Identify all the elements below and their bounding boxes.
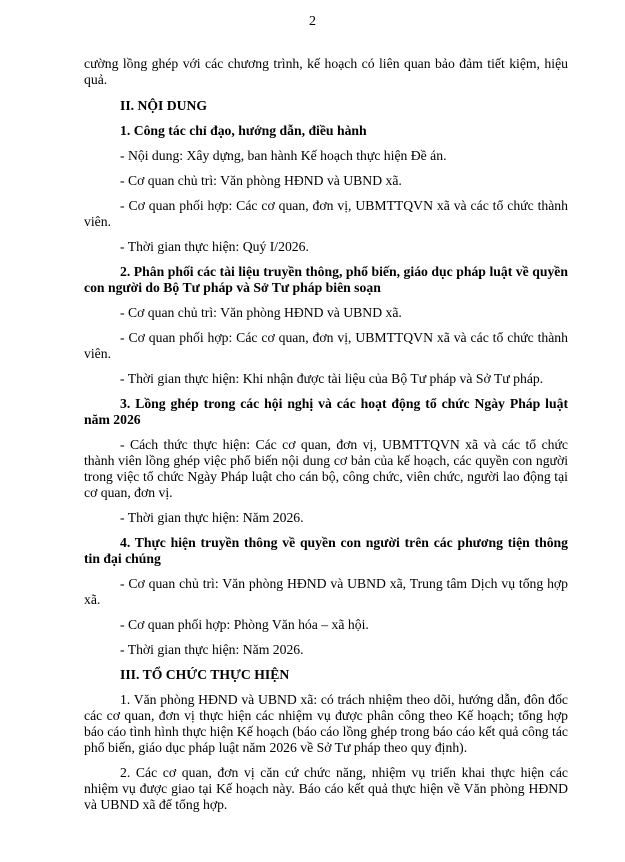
item-1-line: - Cơ quan phối hợp: Các cơ quan, đơn vị, UBMTTQVN xã và các tổ chức thành viên. bbox=[84, 198, 568, 229]
item-3-line: - Thời gian thực hiện: Năm 2026. bbox=[120, 510, 304, 525]
intro-paragraph-tail: cường lồng ghép với các chương trình, kế hoạch có liên quan bảo đảm tiết kiệm, hiệu quả. bbox=[84, 56, 568, 87]
document-body bbox=[84, 56, 568, 822]
item-2-title: 2. Phân phối các tài liệu truyền thông, phổ biến, giáo dục pháp luật về quyền con người do Bộ Tư pháp và Sở Tư pháp biên soạn bbox=[84, 264, 568, 295]
item-4-line: - Thời gian thực hiện: Năm 2026. bbox=[120, 642, 304, 657]
item-2-line: - Cơ quan chủ trì: Văn phòng HĐND và UBND xã. bbox=[120, 305, 402, 320]
item-1-line: - Nội dung: Xây dựng, ban hành Kế hoạch thực hiện Đề án. bbox=[120, 148, 447, 163]
item-1-title: 1. Công tác chỉ đạo, hướng dẫn, điều hành bbox=[120, 123, 367, 138]
implementation-paragraph: 1. Văn phòng HĐND và UBND xã: có trách nhiệm theo dõi, hướng dẫn, đôn đốc các cơ quan, đơn vị thực hiện các nhiệm vụ được phân công theo Kế hoạch; tổng hợp báo cáo tình hình thực hiện Kế hoạch (báo cáo lồng ghép trong báo cáo kết quả công tác phổ biến, giáo dục pháp luật năm 2026 về Sở Tư pháp theo quy định). bbox=[84, 692, 568, 755]
page-number: 2 bbox=[309, 14, 316, 29]
item-4-line: - Cơ quan phối hợp: Phòng Văn hóa – xã hội. bbox=[120, 617, 369, 632]
section-heading-noi-dung: II. NỘI DUNG bbox=[120, 98, 208, 113]
item-2-line: - Cơ quan phối hợp: Các cơ quan, đơn vị, UBMTTQVN xã và các tổ chức thành viên. bbox=[84, 330, 568, 361]
item-3-title: 3. Lồng ghép trong các hội nghị và các hoạt động tổ chức Ngày Pháp luật năm 2026 bbox=[84, 396, 568, 427]
item-3-line: - Cách thức thực hiện: Các cơ quan, đơn vị, UBMTTQVN xã và các tổ chức thành viên lồng ghép việc phổ biến nội dung cơ bản của kế hoạch, các quyền con người trong việc tổ chức Ngày Pháp luật cho cán bộ, công chức, viên chức, người lao động tại cơ quan, đơn vị. bbox=[84, 437, 568, 500]
item-4-line: - Cơ quan chủ trì: Văn phòng HĐND và UBND xã, Trung tâm Dịch vụ tổng hợp xã. bbox=[84, 576, 568, 607]
section-heading-to-chuc-thuc-hien: III. TỔ CHỨC THỰC HIỆN bbox=[120, 667, 290, 682]
item-1-line: - Cơ quan chủ trì: Văn phòng HĐND và UBND xã. bbox=[120, 173, 402, 188]
implementation-paragraph: 2. Các cơ quan, đơn vị căn cứ chức năng, nhiệm vụ triển khai thực hiện các nhiệm vụ được giao tại Kế hoạch này. Báo cáo kết quả thực hiện về Văn phòng HĐND và UBND xã để tổng hợp. bbox=[84, 765, 568, 812]
item-4-title: 4. Thực hiện truyền thông về quyền con người trên các phương tiện thông tin đại chúng bbox=[84, 535, 568, 566]
item-2-line: - Thời gian thực hiện: Khi nhận được tài liệu của Bộ Tư pháp và Sở Tư pháp. bbox=[120, 371, 544, 386]
item-1-line: - Thời gian thực hiện: Quý I/2026. bbox=[120, 239, 309, 254]
